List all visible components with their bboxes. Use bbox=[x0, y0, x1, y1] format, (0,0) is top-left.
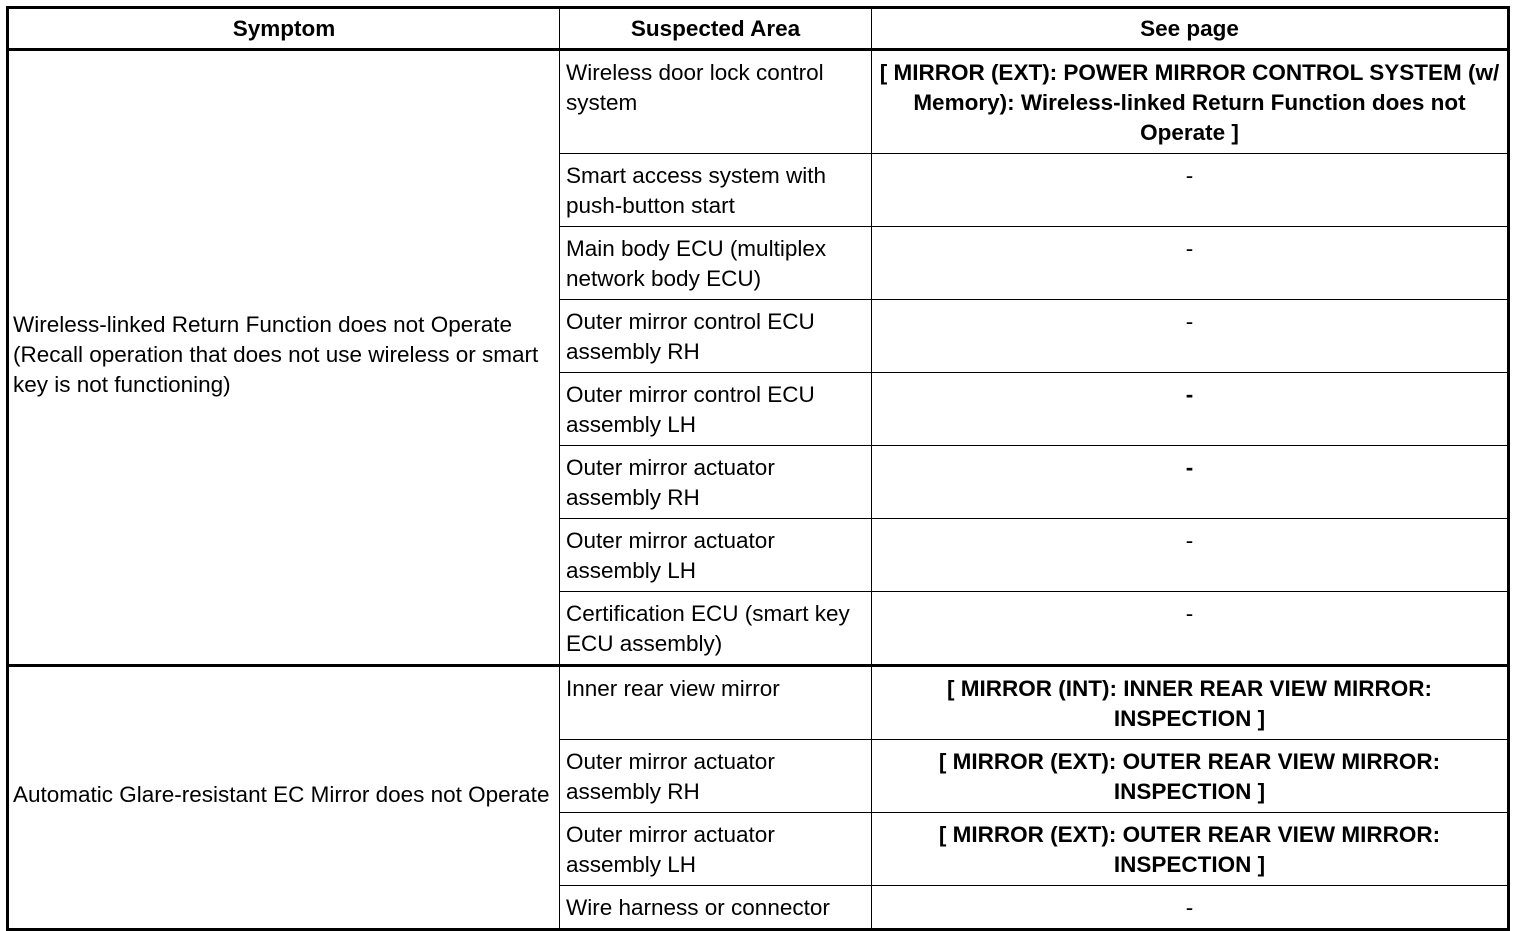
page-reference-cell: - bbox=[872, 446, 1509, 519]
suspected-area-cell: Wireless door lock control system bbox=[560, 50, 872, 154]
page-reference-link[interactable]: [ MIRROR (EXT): POWER MIRROR CONTROL SYSTEM (w/ Memory): Wireless-linked Return Function does not Operate ] bbox=[872, 50, 1509, 154]
page-reference-cell: - bbox=[872, 227, 1509, 300]
suspected-area-cell: Inner rear view mirror bbox=[560, 666, 872, 740]
page-reference-cell: - bbox=[872, 886, 1509, 930]
suspected-area-cell: Outer mirror actuator assembly RH bbox=[560, 446, 872, 519]
header-suspected-area: Suspected Area bbox=[560, 8, 872, 50]
symptom-cell: Wireless-linked Return Function does not Operate (Recall operation that does not use wireless or smart key is not functioning) bbox=[8, 50, 560, 666]
suspected-area-cell: Smart access system with push-button start bbox=[560, 154, 872, 227]
suspected-area-cell: Outer mirror control ECU assembly LH bbox=[560, 373, 872, 446]
suspected-area-cell: Wire harness or connector bbox=[560, 886, 872, 930]
page-reference-cell: - bbox=[872, 592, 1509, 666]
suspected-area-cell: Certification ECU (smart key ECU assembly) bbox=[560, 592, 872, 666]
suspected-area-cell: Outer mirror actuator assembly RH bbox=[560, 740, 872, 813]
header-row bbox=[8, 8, 1509, 50]
suspected-area-cell: Outer mirror actuator assembly LH bbox=[560, 519, 872, 592]
page-reference-link[interactable]: [ MIRROR (INT): INNER REAR VIEW MIRROR: INSPECTION ] bbox=[872, 666, 1509, 740]
page-reference-cell: - bbox=[872, 154, 1509, 227]
table-row bbox=[8, 666, 1509, 740]
symptom-table bbox=[6, 6, 1510, 931]
table-row bbox=[8, 50, 1509, 154]
suspected-area-cell: Outer mirror control ECU assembly RH bbox=[560, 300, 872, 373]
page-reference-cell: - bbox=[872, 373, 1509, 446]
symptom-cell: Automatic Glare-resistant EC Mirror does not Operate bbox=[8, 666, 560, 930]
page-reference-link[interactable]: [ MIRROR (EXT): OUTER REAR VIEW MIRROR: INSPECTION ] bbox=[872, 813, 1509, 886]
page-reference-link[interactable]: [ MIRROR (EXT): OUTER REAR VIEW MIRROR: INSPECTION ] bbox=[872, 740, 1509, 813]
suspected-area-cell: Main body ECU (multiplex network body ECU) bbox=[560, 227, 872, 300]
header-symptom: Symptom bbox=[8, 8, 560, 50]
page-reference-cell: - bbox=[872, 519, 1509, 592]
page-reference-cell: - bbox=[872, 300, 1509, 373]
suspected-area-cell: Outer mirror actuator assembly LH bbox=[560, 813, 872, 886]
header-see-page: See page bbox=[872, 8, 1509, 50]
